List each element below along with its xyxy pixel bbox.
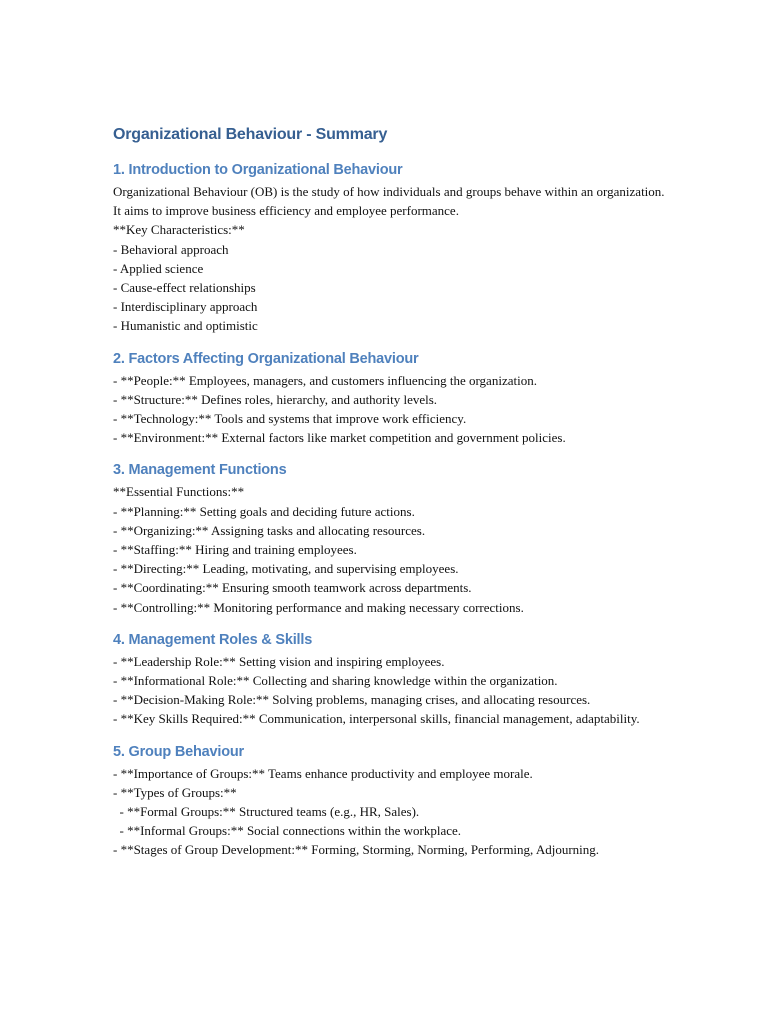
list-item: - **Formal Groups:** Structured teams (e.g., HR, Sales). bbox=[113, 804, 420, 820]
list-item: - **People:** Employees, managers, and customers influencing the organization. bbox=[113, 372, 537, 388]
section-group-behaviour bbox=[113, 742, 673, 860]
section-introduction bbox=[113, 160, 673, 336]
section-management-functions bbox=[113, 460, 673, 616]
section-management-roles bbox=[113, 630, 673, 729]
list-item: - Cause-effect relationships bbox=[113, 280, 256, 296]
list-item: - **Planning:** Setting goals and deciding future actions. bbox=[113, 503, 415, 519]
list-item: - **Coordinating:** Ensuring smooth teamwork across departments. bbox=[113, 580, 472, 596]
list-item: - Interdisciplinary approach bbox=[113, 299, 258, 315]
list-item: - **Staffing:** Hiring and training employees. bbox=[113, 542, 357, 558]
list-item: - **Technology:** Tools and systems that improve work efficiency. bbox=[113, 411, 467, 427]
list-item: - **Importance of Groups:** Teams enhance productivity and employee morale. bbox=[113, 765, 533, 781]
section-heading: 3. Management Functions bbox=[113, 462, 287, 479]
list-item: - **Informal Groups:** Social connections within the workplace. bbox=[113, 823, 462, 839]
list-item: - **Key Skills Required:** Communication, interpersonal skills, financial management, adaptability. bbox=[113, 711, 640, 727]
text-line: **Essential Functions:** bbox=[113, 484, 245, 500]
list-item: - **Leadership Role:** Setting vision and inspiring employees. bbox=[113, 653, 445, 669]
list-item: - **Structure:** Defines roles, hierarchy, and authority levels. bbox=[113, 391, 438, 407]
section-heading: 5. Group Behaviour bbox=[113, 743, 244, 760]
section-heading: 1. Introduction to Organizational Behaviour bbox=[113, 162, 403, 178]
list-item: - **Stages of Group Development:** Forming, Storming, Norming, Performing, Adjourning. bbox=[113, 842, 600, 858]
list-item: - **Controlling:** Monitoring performance and making necessary corrections. bbox=[113, 599, 524, 615]
list-item: - **Types of Groups:** bbox=[113, 784, 237, 800]
section-factors bbox=[113, 349, 673, 448]
list-item: - **Decision-Making Role:** Solving problems, managing crises, and allocating resources. bbox=[113, 692, 591, 708]
list-item: - Humanistic and optimistic bbox=[113, 318, 258, 334]
list-item: - **Directing:** Leading, motivating, and supervising employees. bbox=[113, 561, 459, 577]
text-line: **Key Characteristics:** bbox=[113, 222, 245, 238]
list-item: - **Environment:** External factors like market competition and government policies. bbox=[113, 430, 566, 446]
section-paragraph: Organizational Behaviour (OB) is the study of how individuals and groups behave within an organization. It aims to improve business efficiency and employee performance. bbox=[113, 184, 665, 219]
section-heading: 4. Management Roles & Skills bbox=[113, 631, 313, 648]
list-item: - **Organizing:** Assigning tasks and allocating resources. bbox=[113, 522, 426, 538]
document-body bbox=[113, 124, 673, 873]
section-heading: 2. Factors Affecting Organizational Behaviour bbox=[113, 350, 419, 367]
document-title: Organizational Behaviour - Summary bbox=[113, 126, 388, 143]
list-item: - Behavioral approach bbox=[113, 241, 229, 257]
list-item: - Applied science bbox=[113, 260, 204, 276]
list-item: - **Informational Role:** Collecting and sharing knowledge within the organization. bbox=[113, 673, 558, 689]
